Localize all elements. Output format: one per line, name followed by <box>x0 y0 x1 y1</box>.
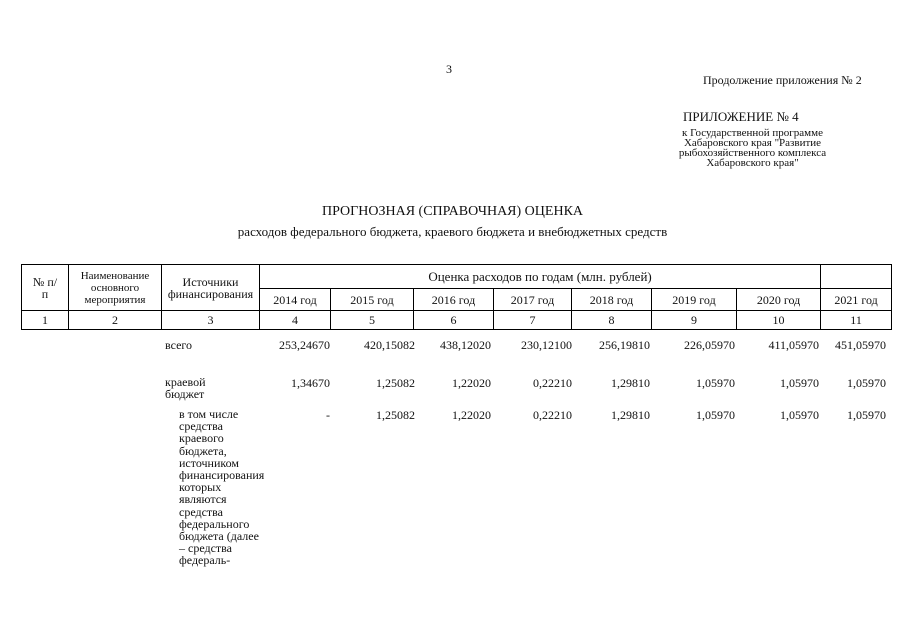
table-cell: - <box>326 408 330 422</box>
table-cell: 1,25082 <box>376 408 415 422</box>
col-number: 4 <box>260 311 331 330</box>
table-cell: 451,05970 <box>835 338 886 352</box>
table-cell: 1,29810 <box>611 408 650 422</box>
estimate-table-header <box>21 264 892 330</box>
col-number: 7 <box>494 311 572 330</box>
table-cell: 0,22210 <box>533 408 572 422</box>
table-cell: 1,29810 <box>611 376 650 390</box>
col-header-estimate: Оценка расходов по годам (млн. рублей) <box>260 265 821 289</box>
col-number: 2 <box>69 311 162 330</box>
col-number: 5 <box>331 311 414 330</box>
col-number: 8 <box>572 311 652 330</box>
page-number: 3 <box>446 62 452 76</box>
col-number: 3 <box>162 311 260 330</box>
table-cell: 226,05970 <box>684 338 735 352</box>
table-cell: 230,12100 <box>521 338 572 352</box>
year-header: 2015 год <box>331 289 414 311</box>
table-cell: 1,22020 <box>452 376 491 390</box>
appendix-subtitle-line: Хабаровского края "Развитие <box>683 137 822 149</box>
year-header: 2014 год <box>260 289 331 311</box>
col-number: 6 <box>414 311 494 330</box>
year-header: 2019 год <box>652 289 737 311</box>
appendix-subtitle-line: к Государственной программе <box>682 127 823 139</box>
col-number: 10 <box>737 311 821 330</box>
col-number: 1 <box>22 311 69 330</box>
document-subtitle: расходов федерального бюджета, краевого бюджета и внебюджетных средств <box>237 224 668 239</box>
table-cell: 1,05970 <box>780 408 819 422</box>
year-header: 2018 год <box>572 289 652 311</box>
table-cell: 1,05970 <box>847 376 886 390</box>
row-label: краевой бюджет <box>165 375 206 401</box>
col-number: 9 <box>652 311 737 330</box>
table-cell: 420,15082 <box>364 338 415 352</box>
year-header: 2017 год <box>494 289 572 311</box>
appendix-title: ПРИЛОЖЕНИЕ № 4 <box>683 109 799 124</box>
appendix-subtitle-line: Хабаровского края" <box>706 157 799 169</box>
row-label-note: в том числе средства краевого бюджета, источником финансирования которых являются средства федерального бюджета (далее – средства федераль- <box>179 407 265 568</box>
year-header: 2021 год <box>821 289 892 311</box>
continuation-note: Продолжение приложения № 2 <box>703 73 862 87</box>
table-cell: 411,05970 <box>768 338 819 352</box>
col-number: 11 <box>821 311 892 330</box>
table-cell: 0,22210 <box>533 376 572 390</box>
table-cell: 1,25082 <box>376 376 415 390</box>
document-title: ПРОГНОЗНАЯ (СПРАВОЧНАЯ) ОЦЕНКА <box>321 204 584 219</box>
table-cell: 438,12020 <box>440 338 491 352</box>
appendix-subtitle-line: рыбохозяйственного комплекса <box>678 147 827 159</box>
col-header-empty <box>821 265 892 289</box>
col-header-source: Источники финансирования <box>162 265 260 311</box>
table-cell: 1,05970 <box>780 376 819 390</box>
table-cell: 253,24670 <box>279 338 330 352</box>
col-header-no: № п/п <box>22 265 69 311</box>
year-header: 2020 год <box>737 289 821 311</box>
year-header: 2016 год <box>414 289 494 311</box>
appendix-subtitle <box>660 128 845 168</box>
table-cell: 256,19810 <box>599 338 650 352</box>
col-header-name: Наименование основного мероприятия <box>69 265 162 311</box>
table-cell: 1,22020 <box>452 408 491 422</box>
table-cell: 1,05970 <box>847 408 886 422</box>
table-cell: 1,05970 <box>696 376 735 390</box>
table-cell: 1,05970 <box>696 408 735 422</box>
table-cell: 1,34670 <box>291 376 330 390</box>
row-label: всего <box>165 338 193 352</box>
